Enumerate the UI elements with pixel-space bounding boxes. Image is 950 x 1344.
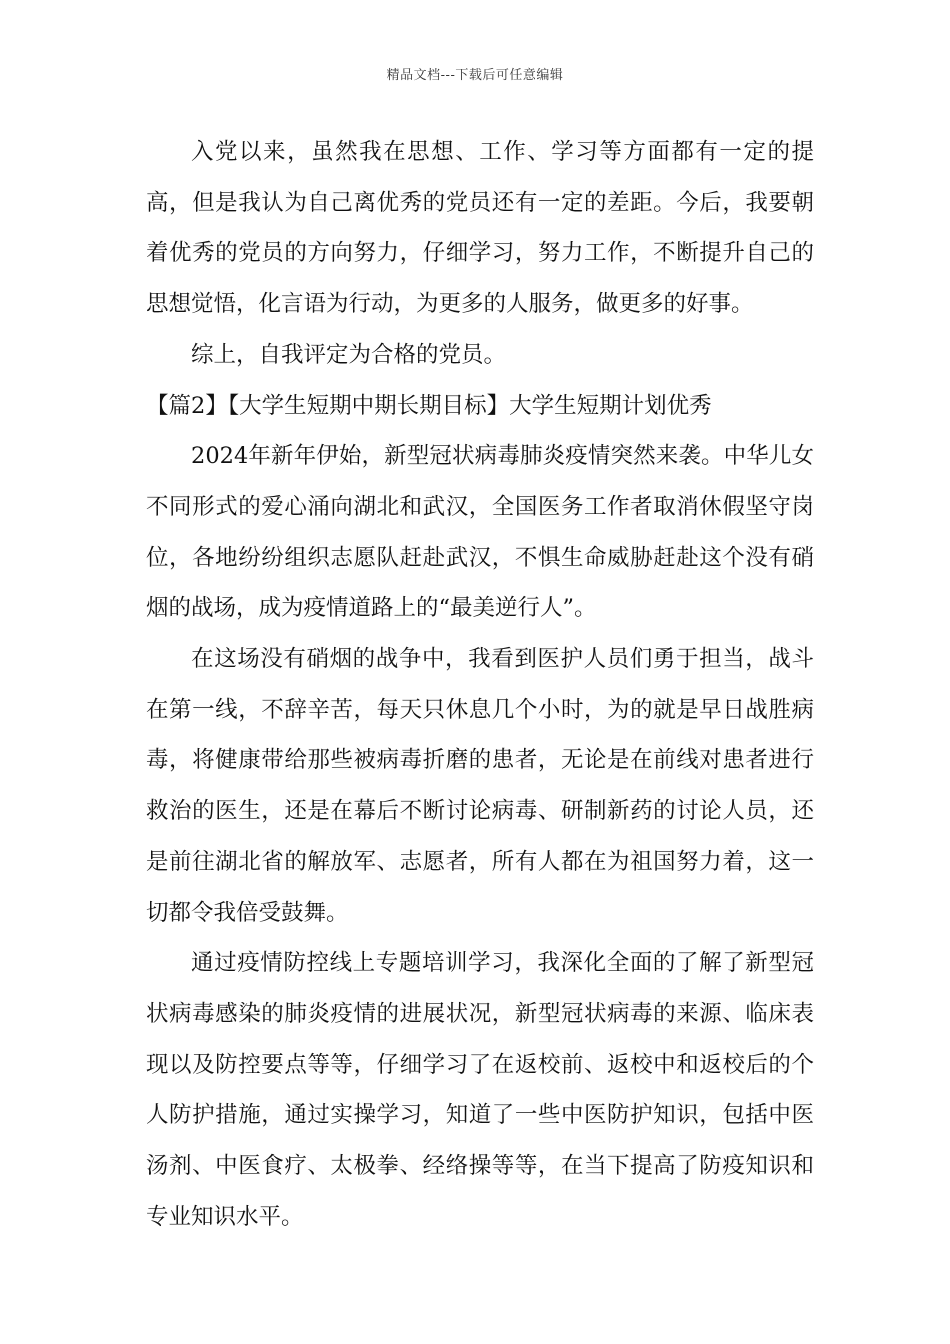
paragraph-medical-workers: 在这场没有硝烟的战争中，我看到医护人员们勇于担当，战斗在第一线，不辞辛苦，每天只休息几个小时，为的就是早日战胜病毒，将健康带给那些被病毒折磨的患者，无论是在前线对患者进行救治的医生，还是在幕后不断讨论病毒、研制新药的讨论人员，还是前往湖北省的解放军、志愿者，所有人都在为祖国努力着，这一切都令我倍受鼓舞。: [146, 646, 814, 926]
paragraph-epidemic-outbreak: 2024年新年伊始，新型冠状病毒肺炎疫情突然来袭。中华儿女不同形式的爱心涌向湖北和武汉，全国医务工作者取消休假坚守岗位，各地纷纷组织志愿队赶赴武汉，不惧生命威胁赶赴这个没有硝烟的战场，成为疫情道路上的“最美逆行人”。: [146, 443, 814, 622]
section-heading: 【篇2】【大学生短期中期长期目标】大学生短期计划优秀: [146, 392, 712, 419]
paragraph-conclusion: 综上，自我评定为合格的党员。: [191, 341, 507, 368]
document-body: [146, 127, 814, 1242]
paragraph-self-improvement: 入党以来，虽然我在思想、工作、学习等方面都有一定的提高，但是我认为自己离优秀的党员还有一定的差距。今后，我要朝着优秀的党员的方向努力，仔细学习，努力工作，不断提升自己的思想觉悟，化言语为行动，为更多的人服务，做更多的好事。: [146, 139, 814, 318]
paragraph-training: 通过疫情防控线上专题培训学习，我深化全面的了解了新型冠状病毒感染的肺炎疫情的进展状况，新型冠状病毒的来源、临床表现以及防控要点等等，仔细学习了在返校前、返校中和返校后的个人防护措施，通过实操学习，知道了一些中医防护知识，包括中医汤剂、中医食疗、太极拳、经络操等等，在当下提高了防疫知识和专业知识水平。: [146, 950, 814, 1230]
page-header: 精品文档---下载后可任意编辑: [386, 68, 564, 83]
